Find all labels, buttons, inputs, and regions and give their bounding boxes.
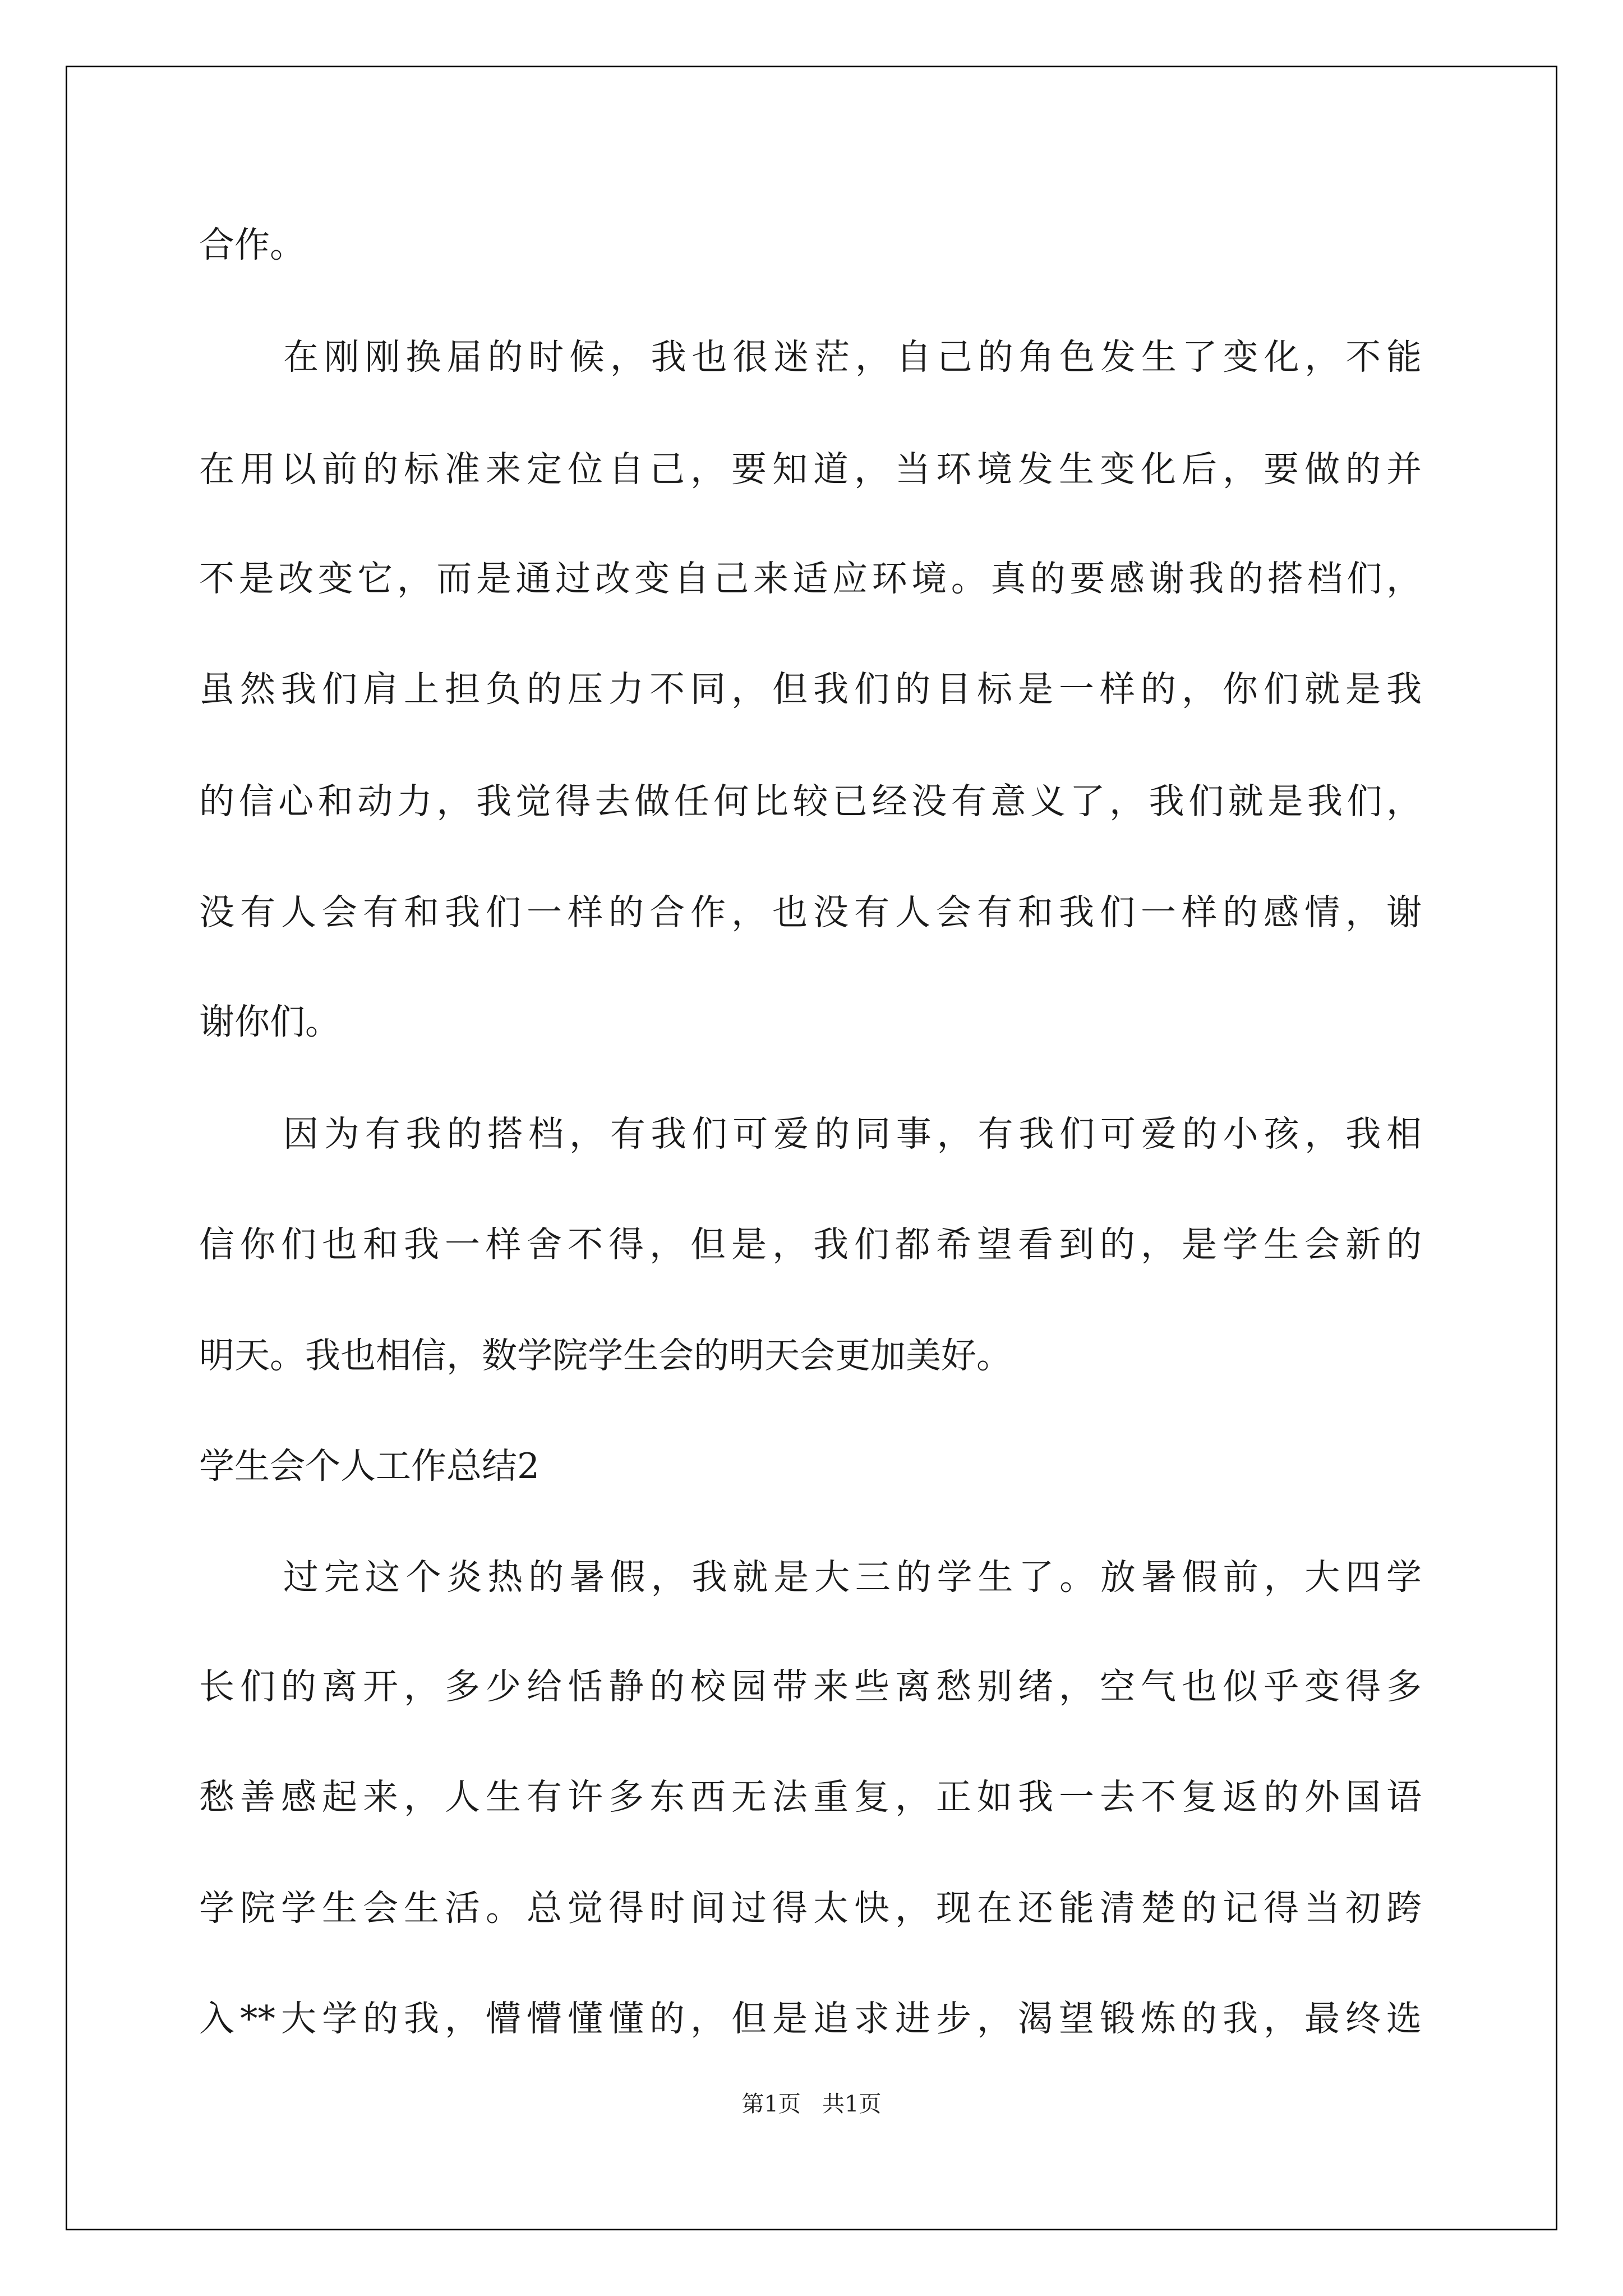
text-line: 在刚刚换届的时候，我也很迷茫，自己的角色发生了变化，不能 — [283, 337, 1422, 378]
text-line: 入**大学的我，懵懵懂懂的，但是追求进步，渴望锻炼的我，最终选 — [199, 1998, 1422, 2039]
text-line: 没有人会有和我们一样的合作，也没有人会有和我们一样的感情，谢 — [199, 892, 1422, 933]
text-line: 信你们也和我一样舍不得，但是，我们都希望看到的，是学生会新的 — [199, 1224, 1422, 1265]
page-number-footer: 第1页 共1页 — [741, 2091, 882, 2117]
text-line: 长们的离开，多少给恬静的校园带来些离愁别绪，空气也似乎变得多 — [199, 1666, 1422, 1707]
text-line: 合作。 — [199, 224, 305, 265]
text-line: 明天。我也相信，数学院学生会的明天会更加美好。 — [199, 1335, 1012, 1376]
section-heading: 学生会个人工作总结2 — [199, 1446, 540, 1487]
text-line: 学院学生会生活。总觉得时间过得太快，现在还能清楚的记得当初跨 — [199, 1888, 1422, 1929]
text-line: 在用以前的标准来定位自己，要知道，当环境发生变化后，要做的并 — [199, 449, 1422, 490]
text-line: 虽然我们肩上担负的压力不同，但我们的目标是一样的，你们就是我 — [199, 669, 1422, 710]
text-line: 因为有我的搭档，有我们可爱的同事，有我们可爱的小孩，我相 — [283, 1114, 1422, 1154]
text-line: 过完这个炎热的暑假，我就是大三的学生了。放暑假前，大四学 — [283, 1557, 1422, 1598]
text-line: 的信心和动力，我觉得去做任何比较已经没有意义了，我们就是我们， — [199, 781, 1422, 822]
text-line: 愁善感起来，人生有许多东西无法重复，正如我一去不复返的外国语 — [199, 1777, 1422, 1818]
text-line: 谢你们。 — [199, 1001, 340, 1042]
text-line: 不是改变它，而是通过改变自己来适应环境。真的要感谢我的搭档们， — [199, 558, 1422, 599]
